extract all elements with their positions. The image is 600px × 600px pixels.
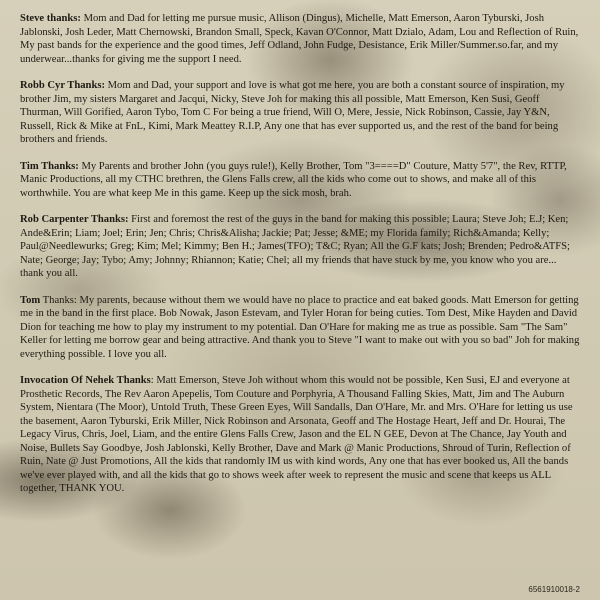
thanks-invocation-of-nehek — [20, 374, 580, 496]
section-body: Mom and Dad, your support and love is what got me here, you are both a constant source of inspiration, my brother Jim, my sisters Margaret and Jacqui, Nicky, Steve Joh for making this all possible, Matt Emerson, Ken Susi, Geoff Thurman, Will Gorified, Aaron Tybo, Tom C For being a true friend, Will O, Mere, Jessie, Nick Robinson, Cassie, Jay Y&N, Russell, Rick & Mike at FnL, Kimi, Mark Meattey R.I.P, Any one that has ever supported us, and the rest of the band for being brothers and friends. — [20, 80, 565, 145]
section-body: Thanks: My parents, because without them we would have no place to practice and eat baked goods. Matt Emerson for getting me in the band in the first place. Bob Nowak, Jason Estevam, and Tyler Horan for being cuties. Tom Dest, Mike Hayden and David Dion for teaching me how to play my instrument to my potential. Dan O'Hare for making me as true as possible. Sam "The Sam" Keller for letting me borrow gear and being attractive. And thank you to Steve "I want to make out with you so bad" Joh for making everything possible. I love you all. — [20, 294, 580, 360]
thanks-tom — [20, 294, 580, 362]
thanks-robb-cyr — [20, 79, 580, 147]
section-body: My Parents and brother John (you guys rule!), Kelly Brother, Tom "3====D" Couture, Matty 5'7", the Rev, RTTP, Manic Productions, all my CTHC brethren, the Glens Falls crew, all the kids who come out to shows, and make all of this worthwhile. You are what keep Me in this game. Keep up the sick mosh, brah. — [20, 160, 567, 199]
section-heading: Tom — [20, 294, 41, 306]
thanks-tim — [20, 160, 580, 201]
thanks-rob-carpenter — [20, 213, 580, 281]
section-heading: Steve thanks: — [20, 13, 81, 24]
section-heading: Invocation Of Nehek Thanks — [20, 375, 151, 386]
section-heading: Rob Carpenter Thanks: — [20, 214, 129, 225]
section-body: First and foremost the rest of the guys in the band for making this possible; Laura; Steve Joh; E.J; Ken; Ande&Erin; Liam; Joel; Erin; Jen; Chris; Chris&Alisha; Jackie; Pat; Jesse; &ME; my Florida family; Rich&Amanda; Kelly; Paul@Needlewurks; Greg; Kim; Mel; Kimmy; Ben H.; James(TFO); T&C; Ryan; All the G.F kats; Josh; Brenden; Pedro&ATFS; Nate; George; Jay; Tybo; Amy; Johnny; Rhiannon; Katie; Chel; all my friends that have stuck by me, you know who you are... thank you all. — [20, 214, 570, 279]
catalog-number: 6561910018-2 — [528, 585, 580, 594]
section-body: Mom and Dad for letting me pursue music, Allison (Dingus), Michelle, Matt Emerson, Aaron Tyburski, Josh Jablonski, Josh Leder, Matt Chernowski, Brandon Small, Speck, Kavan O'Connor, Matt Dzialo, Adam, Lou and Reflection of Ruin, My past bands for the experience and the good times, Jeff Odland, John Fudge, Desistance, Erik Miller/Summer.so.far, and my underwear...thanks for giving me the support I need. — [20, 13, 579, 65]
section-body: : Matt Emerson, Steve Joh without whom this would not be possible, Ken Susi, EJ and everyone at Prosthetic Records, The Rev Aaron Apepelis, Tom Couture and Porphyria, A Thousand Falling Skies, Matt, Jim and The Auburn System, Nientara (The Moor), Untold Truth, These Green Eyes, Will Sandalls, Dan O'Hare, Mr. and Mrs. O'Hare for letting us use the basement, Aaron Tyburski, Erik Miller, Nick Robinson and Arsonata, Geoff and The Hostage Heart, Jeff and Dr. Hourai, The Legacy Virus, Chris, Joel, Liam, and the entire Glens Falls Crew, Jason and the EL N GEE, Devon at The Chance, Jay Youth and Noise, Bullets Say Goodbye, Josh Jablonski, Kelly Brother, Dave and Mark @ Manic Productions, Shroud of Turin, Reflection of Ruin, Nate @ Just Promotions, All the kids that randomly IM us with kind words, Any one that has ever booked us, All the bands we've ever played with, and all the kids that go to shows week after week to represent the music and scene that keeps us ALL together, THANK YOU. — [20, 375, 573, 494]
thanks-steve — [20, 12, 580, 66]
section-heading: Tim Thanks: — [20, 160, 79, 172]
section-heading: Robb Cyr Thanks: — [20, 80, 105, 91]
